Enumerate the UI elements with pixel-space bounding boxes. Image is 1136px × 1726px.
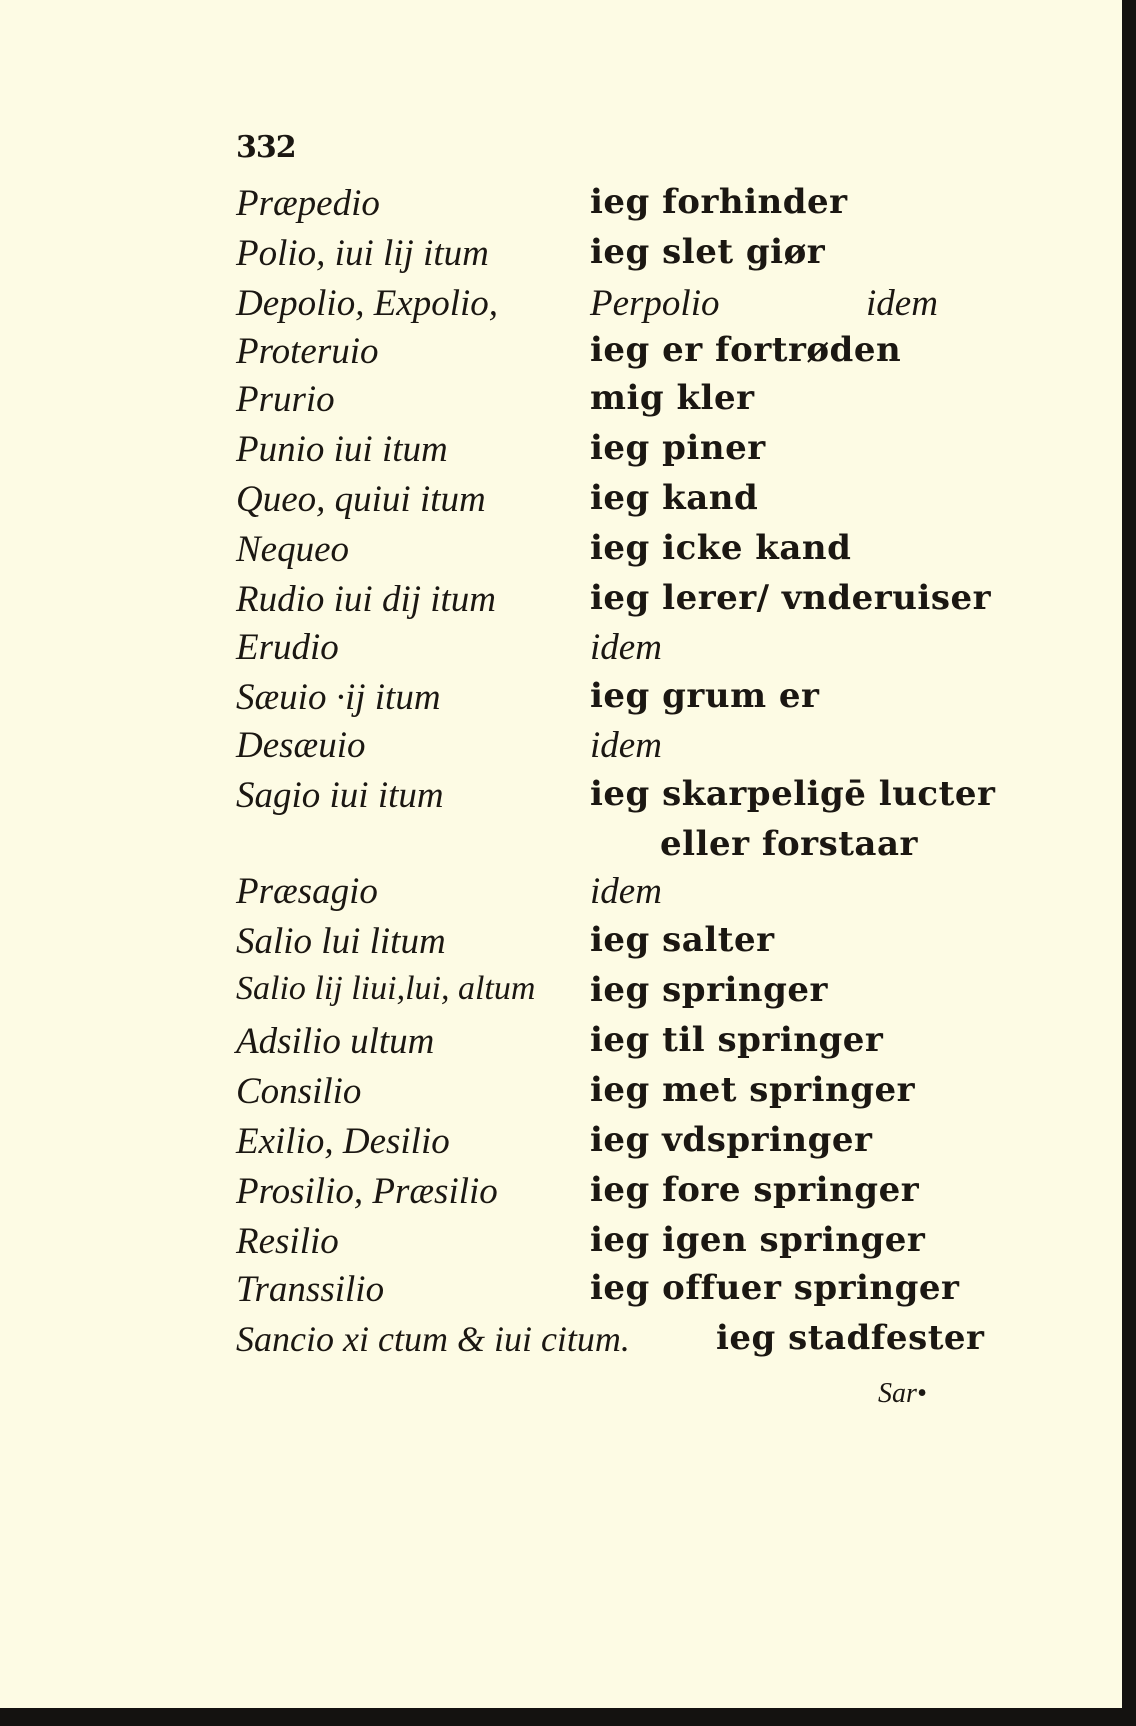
latin-term: Depolio, Expolio, xyxy=(236,283,499,324)
page-number: 332 xyxy=(236,130,296,165)
danish-gloss: ieg slet giør xyxy=(590,232,826,272)
entry-row xyxy=(0,970,1136,1018)
entry-row xyxy=(0,232,1136,280)
danish-gloss: ieg springer xyxy=(590,970,828,1010)
latin-term: Prurio xyxy=(236,379,335,420)
danish-gloss: ieg met springer xyxy=(590,1070,916,1110)
entry-row xyxy=(0,824,1136,872)
entry-row xyxy=(0,478,1136,526)
latin-term: Queo, quiui itum xyxy=(236,479,486,520)
catchword: Sar• xyxy=(878,1378,927,1409)
latin-term: Præpedio xyxy=(236,183,380,224)
danish-gloss: idem xyxy=(590,871,662,912)
danish-gloss: ieg er fortrøden xyxy=(590,330,902,370)
danish-gloss-continuation: eller forstaar xyxy=(660,824,918,864)
entry-row xyxy=(0,182,1136,230)
latin-term: Sæuio ·ij itum xyxy=(236,677,441,718)
entry-row xyxy=(0,1318,1136,1366)
entry-row xyxy=(0,1220,1136,1268)
danish-gloss: ieg lerer/ vnderuiser xyxy=(590,578,992,618)
danish-gloss: ieg salter xyxy=(590,920,775,960)
latin-term: Proteruio xyxy=(236,331,379,372)
entry-row xyxy=(0,676,1136,724)
entry-row xyxy=(0,870,1136,918)
entry-row xyxy=(0,330,1136,378)
latin-term: Punio iui itum xyxy=(236,429,448,470)
danish-gloss: ieg til springer xyxy=(590,1020,884,1060)
latin-term: Prosilio, Præsilio xyxy=(236,1171,498,1212)
entry-row xyxy=(0,1120,1136,1168)
danish-gloss: ieg stadfester xyxy=(716,1318,985,1358)
danish-gloss: idem xyxy=(590,725,662,766)
danish-gloss: ieg igen springer xyxy=(590,1220,926,1260)
entry-row xyxy=(0,1020,1136,1068)
latin-term: Præsagio xyxy=(236,871,378,912)
latin-term: Consilio xyxy=(236,1071,362,1112)
entry-row xyxy=(0,378,1136,426)
entry-row xyxy=(0,626,1136,674)
latin-term: Polio, iui lij itum xyxy=(236,233,489,274)
idem-note: idem xyxy=(866,283,938,324)
latin-term: Desæuio xyxy=(236,725,366,766)
latin-term: Nequeo xyxy=(236,529,350,570)
latin-term: Rudio iui dij itum xyxy=(236,579,497,620)
latin-term: Sagio iui itum xyxy=(236,775,444,816)
latin-term: Erudio xyxy=(236,627,339,668)
latin-term: Transsilio xyxy=(236,1269,385,1310)
danish-gloss: ieg grum er xyxy=(590,676,820,716)
danish-gloss: Perpolio xyxy=(590,283,720,324)
danish-gloss: ieg icke kand xyxy=(590,528,852,568)
danish-gloss: ieg vdspringer xyxy=(590,1120,873,1160)
latin-term: Sancio xi ctum & iui citum. xyxy=(236,1319,630,1359)
latin-term: Exilio, Desilio xyxy=(236,1121,450,1162)
danish-gloss: mig kler xyxy=(590,378,755,418)
latin-term: Salio lui litum xyxy=(236,921,446,962)
danish-gloss: ieg offuer springer xyxy=(590,1268,960,1308)
latin-term: Adsilio ultum xyxy=(236,1021,435,1062)
danish-gloss: ieg fore springer xyxy=(590,1170,920,1210)
danish-gloss: ieg skarpeligē lucter xyxy=(590,774,996,814)
entry-row xyxy=(0,1170,1136,1218)
entry-row xyxy=(0,428,1136,476)
entry-row xyxy=(0,920,1136,968)
danish-gloss: ieg kand xyxy=(590,478,759,518)
danish-gloss: ieg piner xyxy=(590,428,766,468)
entry-row xyxy=(0,1070,1136,1118)
entry-row xyxy=(0,1268,1136,1316)
entry-row xyxy=(0,724,1136,772)
latin-term: Resilio xyxy=(236,1221,339,1262)
entry-row xyxy=(0,282,1136,330)
latin-term: Salio lij liui,lui, altum xyxy=(236,970,536,1007)
danish-gloss: ieg forhinder xyxy=(590,182,848,222)
entry-row xyxy=(0,774,1136,822)
entry-row xyxy=(0,578,1136,626)
entry-row xyxy=(0,528,1136,576)
danish-gloss: idem xyxy=(590,627,662,668)
